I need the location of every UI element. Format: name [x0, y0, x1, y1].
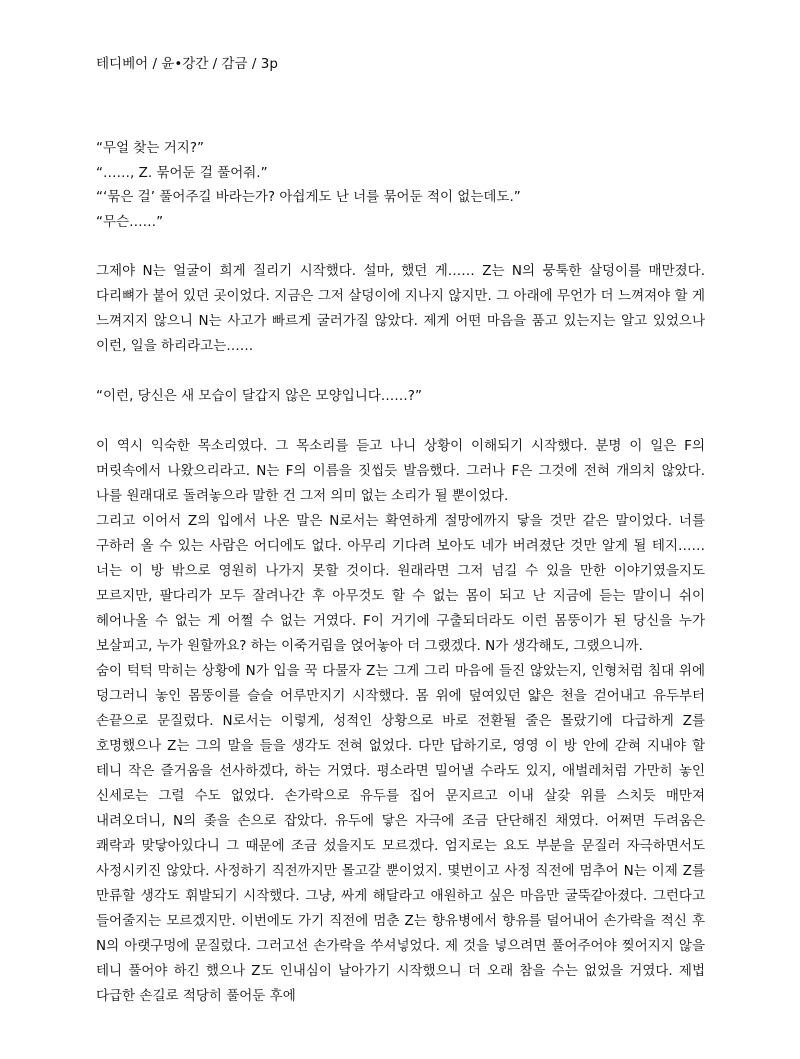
- document-page: [96, 52, 705, 1009]
- dialogue-line: “무얼 찾는 거지?”: [96, 140, 204, 156]
- dialogue-line: “……, Z. 묶어둔 걸 풀어줘.”: [96, 164, 268, 181]
- spacer: [96, 76, 705, 136]
- paragraph: 그제야 N는 얼굴이 희게 질리기 시작했다. 설마, 했던 게…… Z는 N의 뭉툭한 살덩이를 매만졌다. 다리뼈가 붙어 있던 곳이었다. 지금은 그저 살덩이에 지나지 않지만. 그 아래에 무언가 더 느껴져야 할 게 느껴지지 않으니 N는 사고가 빠르게 굴러가질 않았다. 제게 어떤 마음을 품고 있는지는 알고 있었으나 이런, 일을 하리라고는……: [96, 263, 705, 354]
- spacer: [96, 359, 705, 384]
- paragraph: 그리고 이어서 Z의 입에서 나온 말은 N로서는 확연하게 절망에까지 닿을 것만 같은 말이었다. 너를 구하러 올 수 있는 사람은 어디에도 없다. 아무리 기다려 보아도 네가 버려졌단 것만 알게 될 테지…… 너는 이 방 밖으로 영원히 나가지 못할 것이다. 원래라면 그저 넘길 수 있을 만한 이야기였을지도 모르지만, 팔다리가 모두 잘려나간 후 아무것도 할 수 없는 몸이 되고 난 지금에 듣는 말이니 쉬이 헤어나올 수 없는 게 어쩔 수 없는 거였다. F이 거기에 구출되더라도 이런 몸뚱이가 된 당신을 누가 보살피고, 누가 원할까요? 하는 이죽거림을 얹어놓아 더 그랬겠다. N가 생각해도, 그랬으니까.: [96, 513, 705, 654]
- dialogue-line: “무슨……”: [96, 213, 164, 230]
- paragraph: 이 역시 익숙한 목소리였다. 그 목소리를 듣고 나니 상황이 이해되기 시작했다. 분명 이 일은 F의 머릿속에서 나왔으리라고. N는 F의 이름을 짓씹듯 발음했다. 그러나 F은 그것에 전혀 개의치 않았다. 나를 원래대로 돌려놓으라 말한 건 그저 의미 없는 소리가 될 뿐이었다.: [96, 438, 705, 504]
- dialogue-line: “‘묶은 걸’ 풀어주길 바라는가? 아쉽게도 난 너를 묶어둔 적이 없는데도.”: [96, 189, 521, 205]
- spacer: [96, 409, 705, 434]
- dialogue-block: [96, 136, 705, 234]
- dialogue-line: “이런, 당신은 새 모습이 달갑지 않은 모양입니다……?”: [96, 388, 422, 404]
- spacer: [96, 234, 705, 259]
- document-header: 테디베어 / 윤•강간 / 감금 / 3p: [96, 56, 278, 72]
- paragraph: 숨이 턱턱 막히는 상황에 N가 입을 꾹 다물자 Z는 그게 그리 마음에 들진 않았는지, 인형처럼 침대 위에 덩그러니 놓인 몸뚱이를 슬슬 어루만지기 시작했다. 몸 위에 덮여있던 얇은 천을 걷어내고 유두부터 손끝으로 문질렀다. N로서는 이렇게, 성적인 상황으로 바로 전환될 줄은 몰랐기에 다급하게 Z를 호명했으나 Z는 그의 말을 들을 생각도 전혀 없었다. 다만 답하기로, 영영 이 방 안에 갇혀 지내야 할 테니 작은 즐거움을 선사하겠다, 하는 거였다. 평소라면 밀어낼 수라도 있지, 애벌레처럼 가만히 놓인 신세로는 그럴 수도 없었다. 손가락으로 유두를 집어 문지르고 이내 살갗 위를 스치듯 매만져 내려오더니, N의 좆을 손으로 잡았다. 유두에 닿은 자극에 조금 단단해진 채였다. 어쩌면 두려움은 쾌락과 맞닿아있다니 그 때문에 조금 섰을지도 모르겠다. 엄지로는 요도 부분을 문질러 자극하면서도 사정시키진 않았다. 사정하기 직전까지만 몰고갈 뿐이었지. 몇번이고 사정 직전에 멈추어 N는 이제 Z를 만류할 생각도 휘발되기 시작했다. 그냥, 싸게 해달라고 애원하고 싶은 마음만 굴뚝같아졌다. 그런다고 들어줄지는 모르겠지만. 이번에도 가기 직전에 멈춘 Z는 향유병에서 향유를 덜어내어 손가락을 적신 후 N의 아랫구멍에 문질렀다. 그러고선 손가락을 쑤셔넣었다. 제 것을 넣으려면 풀어주어야 찢어지지 않을 테니 풀어야 하긴 했으나 Z도 인내심이 날아가기 시작했으니 더 오래 참을 수는 없었을 거였다. 제법 다급한 손길로 적당히 풀어둔 후에: [96, 663, 705, 1004]
